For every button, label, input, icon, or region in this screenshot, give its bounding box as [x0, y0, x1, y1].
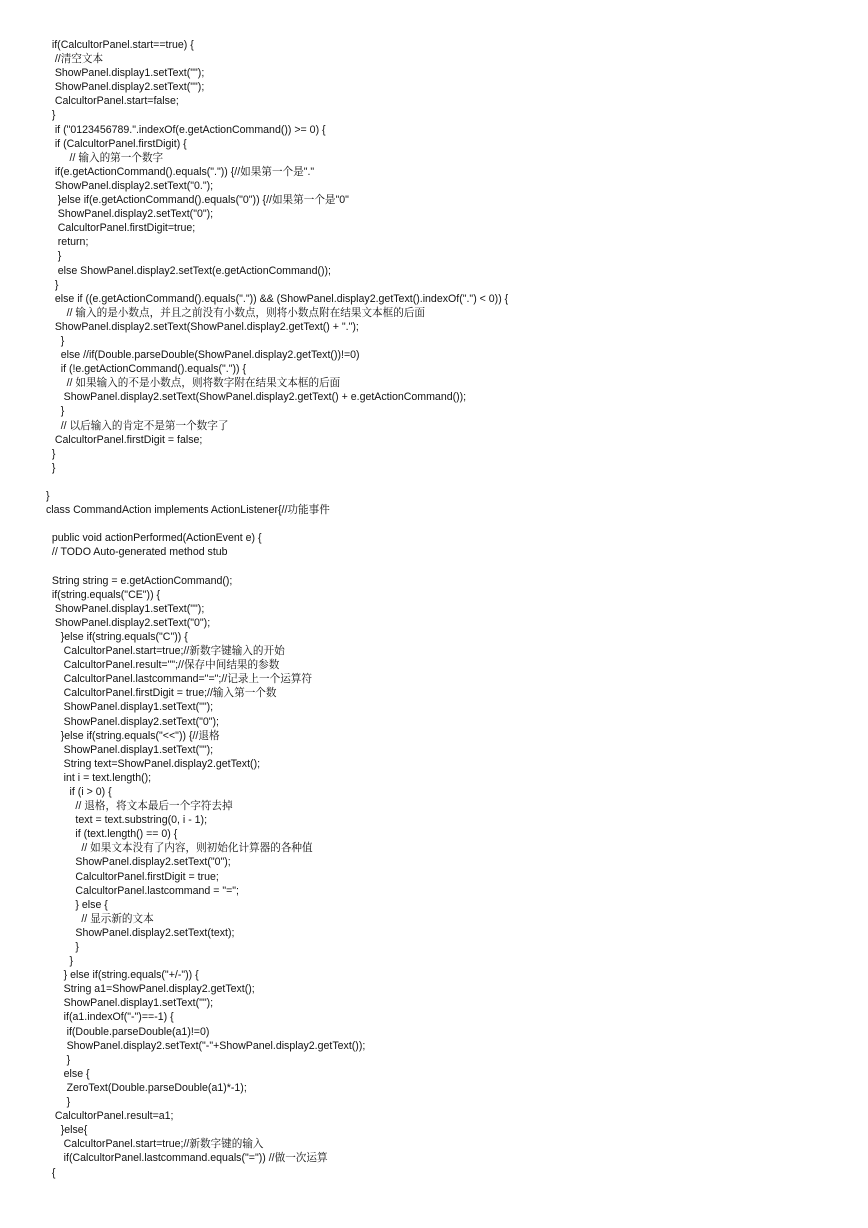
code-line: ZeroText(Double.parseDouble(a1)*-1);	[46, 1081, 247, 1094]
code-line: text = text.substring(0, i - 1);	[46, 814, 208, 827]
code-line: CalcultorPanel.start=false;	[46, 95, 179, 108]
code-line: CalcultorPanel.firstDigit=true;	[46, 222, 196, 235]
code-line: }	[46, 250, 62, 263]
code-line: if (CalcultorPanel.firstDigit) {	[46, 137, 187, 150]
code-line: }	[46, 278, 59, 291]
code-line: } else if(string.equals("+/-")) {	[46, 969, 199, 982]
code-line: ShowPanel.display2.setText(text);	[46, 926, 235, 939]
code-line: }	[46, 490, 50, 502]
code-line: else if ((e.getActionCommand().equals(".")) && (ShowPanel.display2.getText().indexOf(".") < 0)) {	[46, 292, 509, 305]
code-line: // 显示新的文本	[46, 912, 154, 925]
code-line	[46, 559, 846, 573]
code-line: if(CalcultorPanel.start==true) {	[46, 39, 194, 51]
code-line: ShowPanel.display1.setText("");	[46, 67, 205, 80]
code-line: // 如果文本没有了内容，则初始化计算器的各种值	[46, 842, 313, 855]
code-line: //清空文本	[46, 53, 104, 66]
code-line: ShowPanel.display1.setText("");	[46, 701, 214, 714]
code-line: String text=ShowPanel.display2.getText();	[46, 757, 261, 770]
code-line: ShowPanel.display2.setText(ShowPanel.display2.getText() + e.getActionCommand());	[46, 391, 467, 404]
code-line: }	[46, 109, 56, 122]
code-line: }	[46, 1096, 71, 1109]
code-line: }	[46, 447, 56, 460]
code-line: ShowPanel.display2.setText("0");	[46, 616, 211, 629]
code-line: }	[46, 334, 65, 347]
code-line: return;	[46, 236, 89, 249]
code-line: }else if(e.getActionCommand().equals("0")) {//如果第一个是"0"	[46, 194, 349, 207]
code-line: {	[46, 1166, 56, 1179]
code-line: if ("0123456789.".indexOf(e.getActionCommand()) >= 0) {	[46, 123, 326, 136]
code-line: CalcultorPanel.start=true;//新数字键的输入	[46, 1138, 264, 1151]
code-line: ShowPanel.display2.setText(ShowPanel.display2.getText() + ".");	[46, 320, 359, 333]
code-line: CalcultorPanel.firstDigit = false;	[46, 433, 203, 446]
code-line: }else if(string.equals("C")) {	[46, 630, 188, 643]
code-line: ShowPanel.display2.setText("-"+ShowPanel.display2.getText());	[46, 1039, 366, 1052]
code-line: // 输入的是小数点，并且之前没有小数点，则将小数点附在结果文本框的后面	[46, 306, 426, 319]
code-line: ShowPanel.display2.setText("0.");	[46, 179, 214, 192]
code-line: CalcultorPanel.result="";//保存中间结果的参数	[46, 659, 280, 672]
code-line: ShowPanel.display1.setText("");	[46, 997, 214, 1010]
code-line: ShowPanel.display1.setText("");	[46, 743, 214, 756]
code-line: if(CalcultorPanel.lastcommand.equals("=")) //做一次运算	[46, 1152, 328, 1165]
code-line: if (text.length() == 0) {	[46, 828, 178, 841]
code-line: }else{	[46, 1124, 88, 1137]
code-line: // 如果输入的不是小数点，则将数字附在结果文本框的后面	[46, 377, 341, 390]
code-line: ShowPanel.display2.setText("0");	[46, 208, 214, 221]
code-line: String string = e.getActionCommand();	[46, 574, 233, 587]
code-line: }	[46, 955, 74, 968]
code-line: ShowPanel.display1.setText("");	[46, 602, 205, 615]
code-line: ShowPanel.display2.setText("0");	[46, 856, 231, 869]
code-line: }	[46, 461, 56, 474]
code-line: }else if(string.equals("<<")) {//退格	[46, 729, 220, 742]
code-line: }	[46, 405, 65, 418]
code-line: int i = text.length();	[46, 771, 152, 784]
code-listing	[46, 38, 846, 1180]
code-line: else {	[46, 1067, 90, 1080]
code-line: if(Double.parseDouble(a1)!=0)	[46, 1025, 210, 1038]
code-line	[46, 475, 846, 489]
code-line: ShowPanel.display2.setText("0");	[46, 715, 219, 728]
code-line: else ShowPanel.display2.setText(e.getActionCommand());	[46, 264, 331, 277]
code-line: if(e.getActionCommand().equals(".")) {//如果第一个是"."	[46, 165, 315, 178]
code-line: ShowPanel.display2.setText("");	[46, 81, 205, 94]
code-line: }	[46, 1053, 71, 1066]
code-line: if(a1.indexOf("-")==-1) {	[46, 1011, 174, 1024]
code-line: CalcultorPanel.result=a1;	[46, 1110, 174, 1123]
code-line: String a1=ShowPanel.display2.getText();	[46, 983, 255, 996]
code-line	[46, 517, 846, 531]
code-line: if (i > 0) {	[46, 785, 112, 798]
code-line: public void actionPerformed(ActionEvent e) {	[46, 532, 262, 545]
code-line: else //if(Double.parseDouble(ShowPanel.display2.getText())!=0)	[46, 349, 360, 362]
code-line: if (!e.getActionCommand().equals(".")) {	[46, 363, 247, 376]
code-line: if(string.equals("CE")) {	[46, 588, 161, 601]
code-line: CalcultorPanel.firstDigit = true;	[46, 870, 219, 883]
code-line: // 退格，将文本最后一个字符去掉	[46, 800, 233, 813]
code-line: // 输入的第一个数字	[46, 151, 164, 164]
code-line: } else {	[46, 898, 108, 911]
code-line: }	[46, 941, 79, 953]
code-line: // 以后输入的肯定不是第一个数字了	[46, 419, 229, 432]
code-line: class CommandAction implements ActionListener{//功能事件	[46, 504, 330, 517]
code-line: CalcultorPanel.firstDigit = true;//输入第一个数	[46, 687, 277, 700]
code-line: // TODO Auto-generated method stub	[46, 546, 228, 559]
code-line: CalcultorPanel.start=true;//新数字键输入的开始	[46, 645, 285, 658]
code-line: CalcultorPanel.lastcommand = "=";	[46, 884, 239, 897]
code-line: CalcultorPanel.lastcommand="=";//记录上一个运算符	[46, 673, 312, 686]
